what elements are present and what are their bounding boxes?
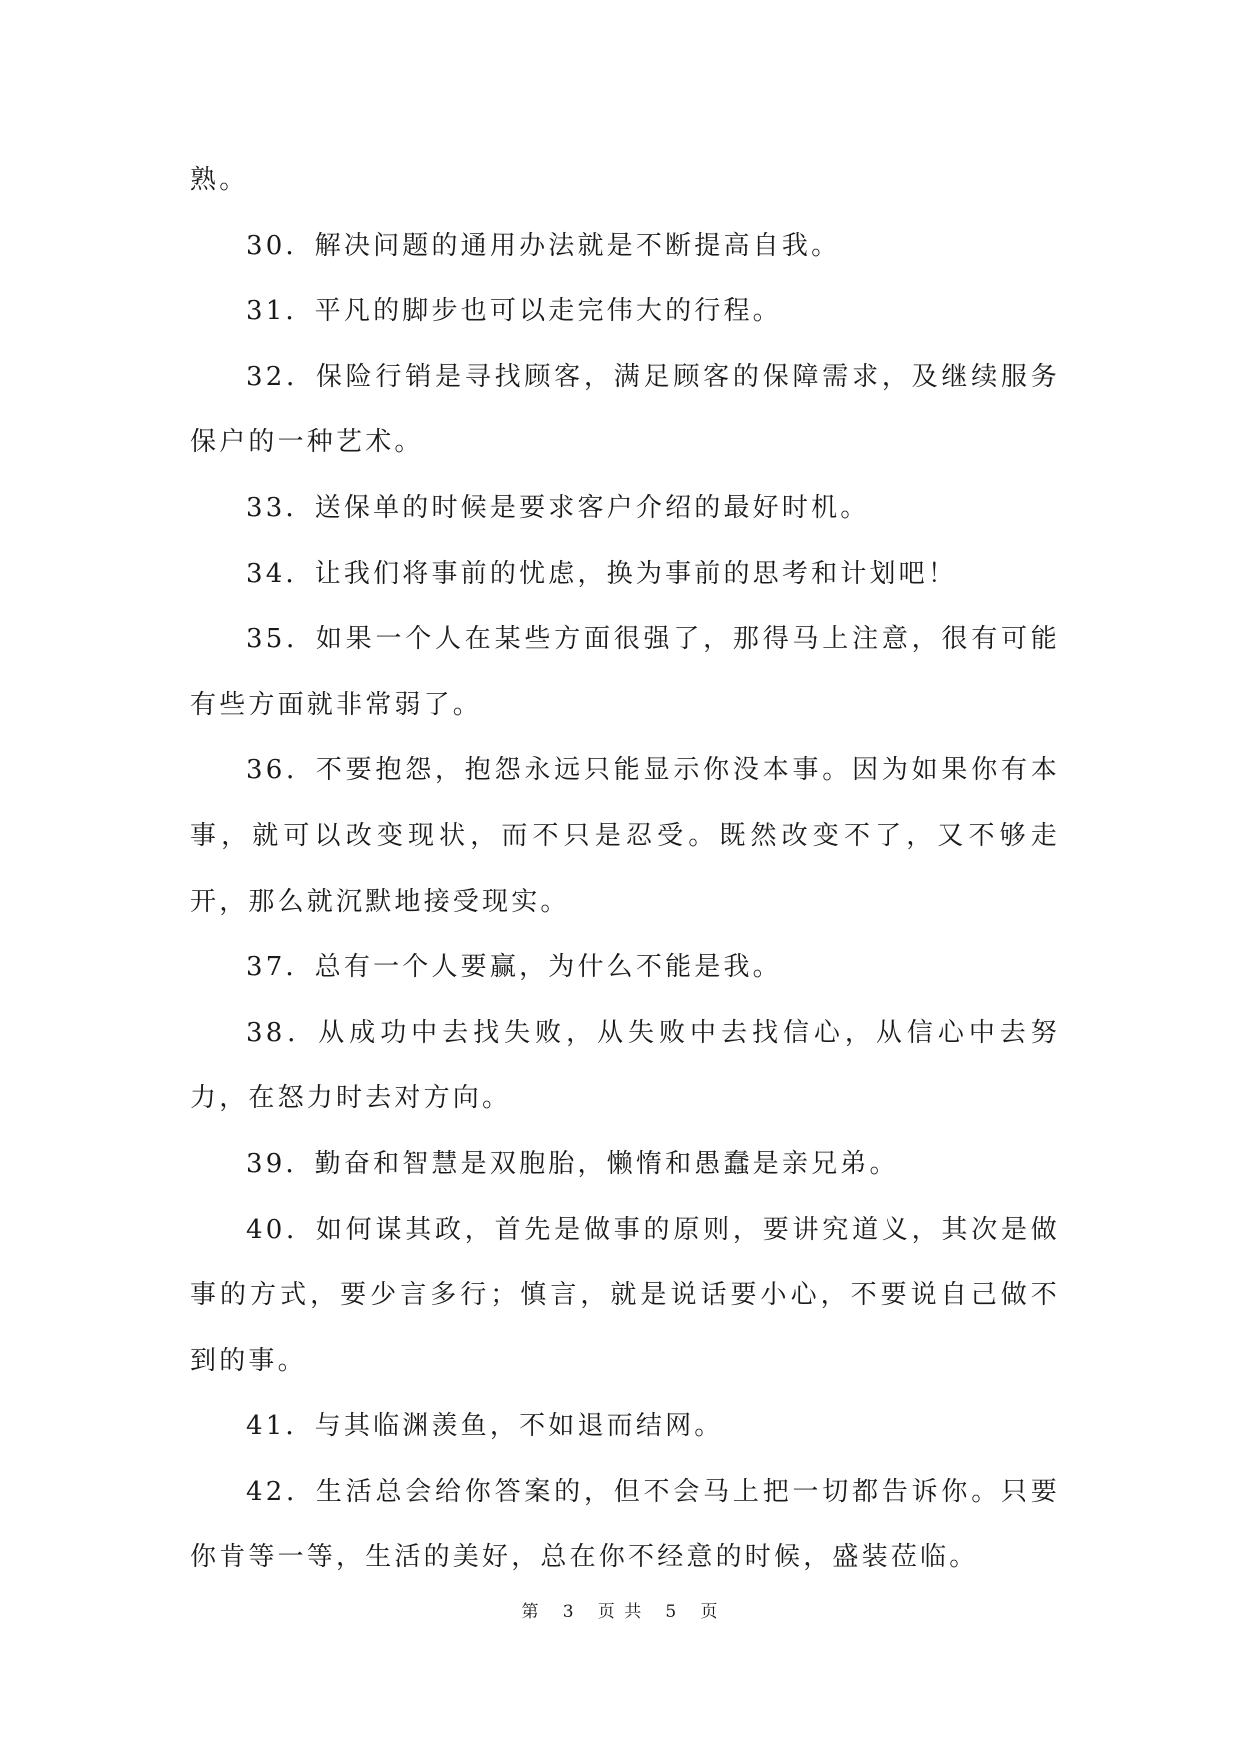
paragraph: 37．总有一个人要赢，为什么不能是我。 — [246, 952, 782, 983]
paragraph: 41．与其临渊羡鱼，不如退而结网。 — [246, 1411, 724, 1442]
paragraph: 31．平凡的脚步也可以走完伟大的行程。 — [246, 296, 782, 327]
paragraph: 熟。 — [190, 165, 249, 195]
footer-prefix: 第 — [521, 1602, 541, 1622]
paragraph: 40．如何谋其政，首先是做事的原则，要讲究道义，其次是做事的方式，要少言多行；慎言，就是说话要小心，不要说自己做不到的事。 — [190, 1214, 1060, 1376]
footer-middle: 页 共 — [597, 1602, 644, 1622]
paragraph: 32．保险行销是寻找顾客，满足顾客的保障需求，及继续服务保户的一种艺术。 — [190, 361, 1060, 458]
paragraph: 33．送保单的时候是要求客户介绍的最好时机。 — [246, 492, 870, 523]
document-body — [190, 148, 1060, 1591]
paragraph: 35．如果一个人在某些方面很强了，那得马上注意，很有可能有些方面就非常弱了。 — [190, 624, 1060, 720]
paragraph: 36．不要抱怨，抱怨永远只能显示你没本事。因为如果你有本事，就可以改变现状，而不只是忍受。既然改变不了，又不够走开，那么就沉默地接受现实。 — [190, 755, 1060, 917]
paragraph: 34．让我们将事前的忧虑，换为事前的思考和计划吧！ — [246, 558, 958, 589]
page-footer — [0, 1597, 1241, 1622]
total-page-number: 5 — [665, 1602, 679, 1622]
paragraph: 38．从成功中去找失败，从失败中去找信心，从信心中去努力，在怒力时去对方向。 — [190, 1017, 1060, 1114]
footer-suffix: 页 — [700, 1602, 720, 1622]
paragraph: 42．生活总会给你答案的，但不会马上把一切都告诉你。只要你肯等一等，生活的美好，总在你不经意的时候，盛装莅临。 — [190, 1476, 1060, 1573]
paragraph: 30．解决问题的通用办法就是不断提高自我。 — [246, 230, 841, 261]
paragraph: 39．勤奋和智慧是双胞胎，懒惰和愚蠢是亲兄弟。 — [246, 1148, 899, 1179]
current-page-number: 3 — [562, 1602, 576, 1622]
